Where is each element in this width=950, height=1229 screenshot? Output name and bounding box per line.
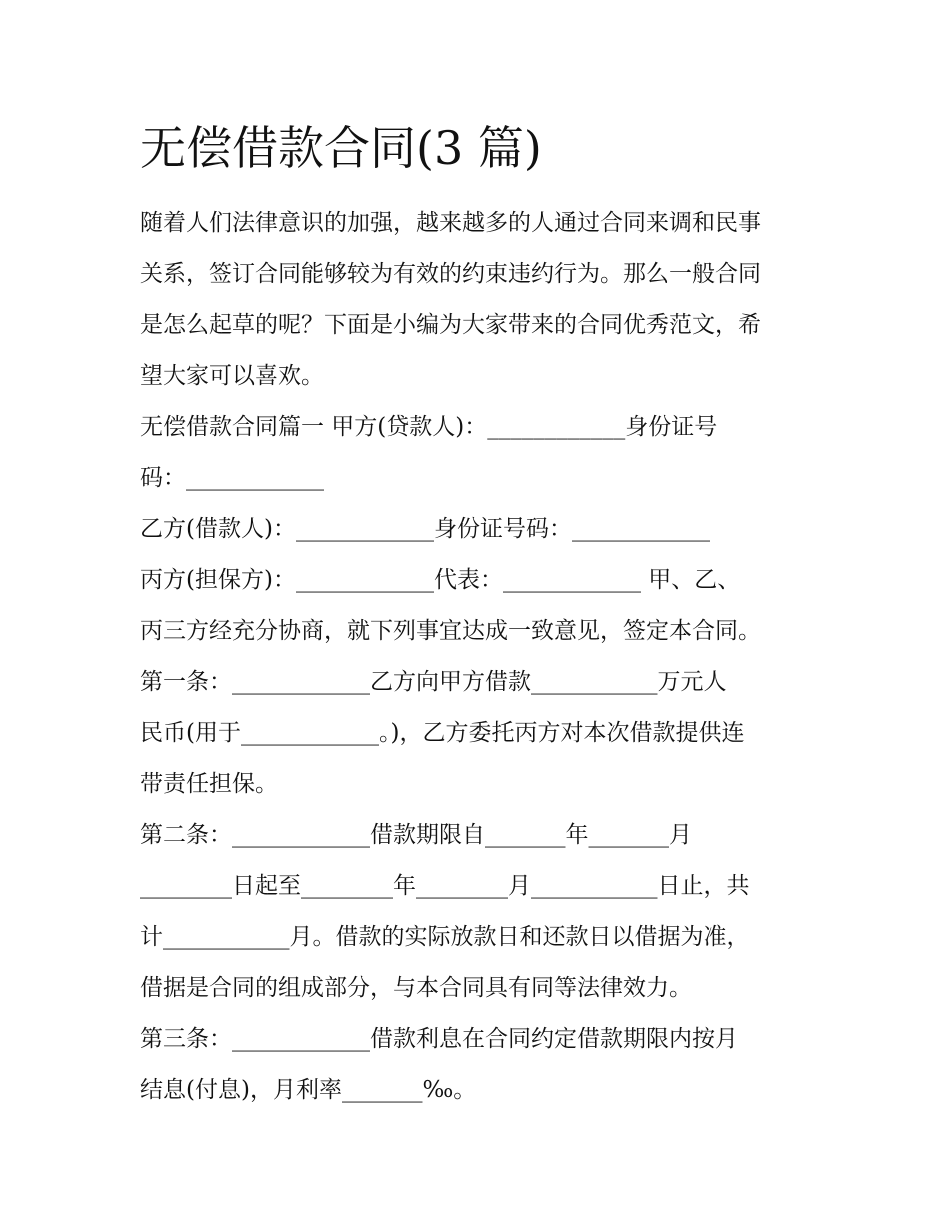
- body-line: 结息(付息)，月利率_______‰。: [140, 1077, 477, 1103]
- body-line: 无偿借款合同篇一 甲方(贷款人)：____________身份证号: [140, 414, 718, 440]
- body-line: 丙方(担保方)：____________代表：____________ 甲、乙、: [140, 567, 741, 593]
- body-line: ________日起至________年________月___________日止，共: [140, 873, 750, 899]
- body-line: 计___________月。借款的实际放款日和还款日以借据为准，: [140, 924, 750, 950]
- body-line: 是怎么起草的呢？下面是小编为大家带来的合同优秀范文，希: [140, 312, 761, 338]
- body-line: 关系，签订合同能够较为有效的约束违约行为。那么一般合同: [140, 261, 761, 287]
- body-line: 带责任担保。: [140, 771, 278, 797]
- body-line: 乙方(借款人)：____________身份证号码：____________: [140, 516, 710, 542]
- body-line: 望大家可以喜欢。: [140, 363, 324, 389]
- body-line: 民币(用于____________。)，乙方委托丙方对本次借款提供连: [140, 720, 745, 746]
- body-line: 随着人们法律意识的加强，越来越多的人通过合同来调和民事: [140, 210, 761, 236]
- body-line: 第二条：____________借款期限自_______年_______月: [140, 822, 692, 848]
- body-line: 第三条：____________借款利息在合同约定借款期限内按月: [140, 1026, 738, 1052]
- document-body: [140, 198, 812, 1116]
- body-line: 码：____________: [140, 465, 324, 491]
- body-line: 借据是合同的组成部分，与本合同具有同等法律效力。: [140, 975, 692, 1001]
- document-title: 无偿借款合同(3 篇): [140, 121, 542, 175]
- body-line: 第一条：____________乙方向甲方借款___________万元人: [140, 669, 727, 695]
- body-line: 丙三方经充分协商，就下列事宜达成一致意见，签定本合同。: [140, 618, 761, 644]
